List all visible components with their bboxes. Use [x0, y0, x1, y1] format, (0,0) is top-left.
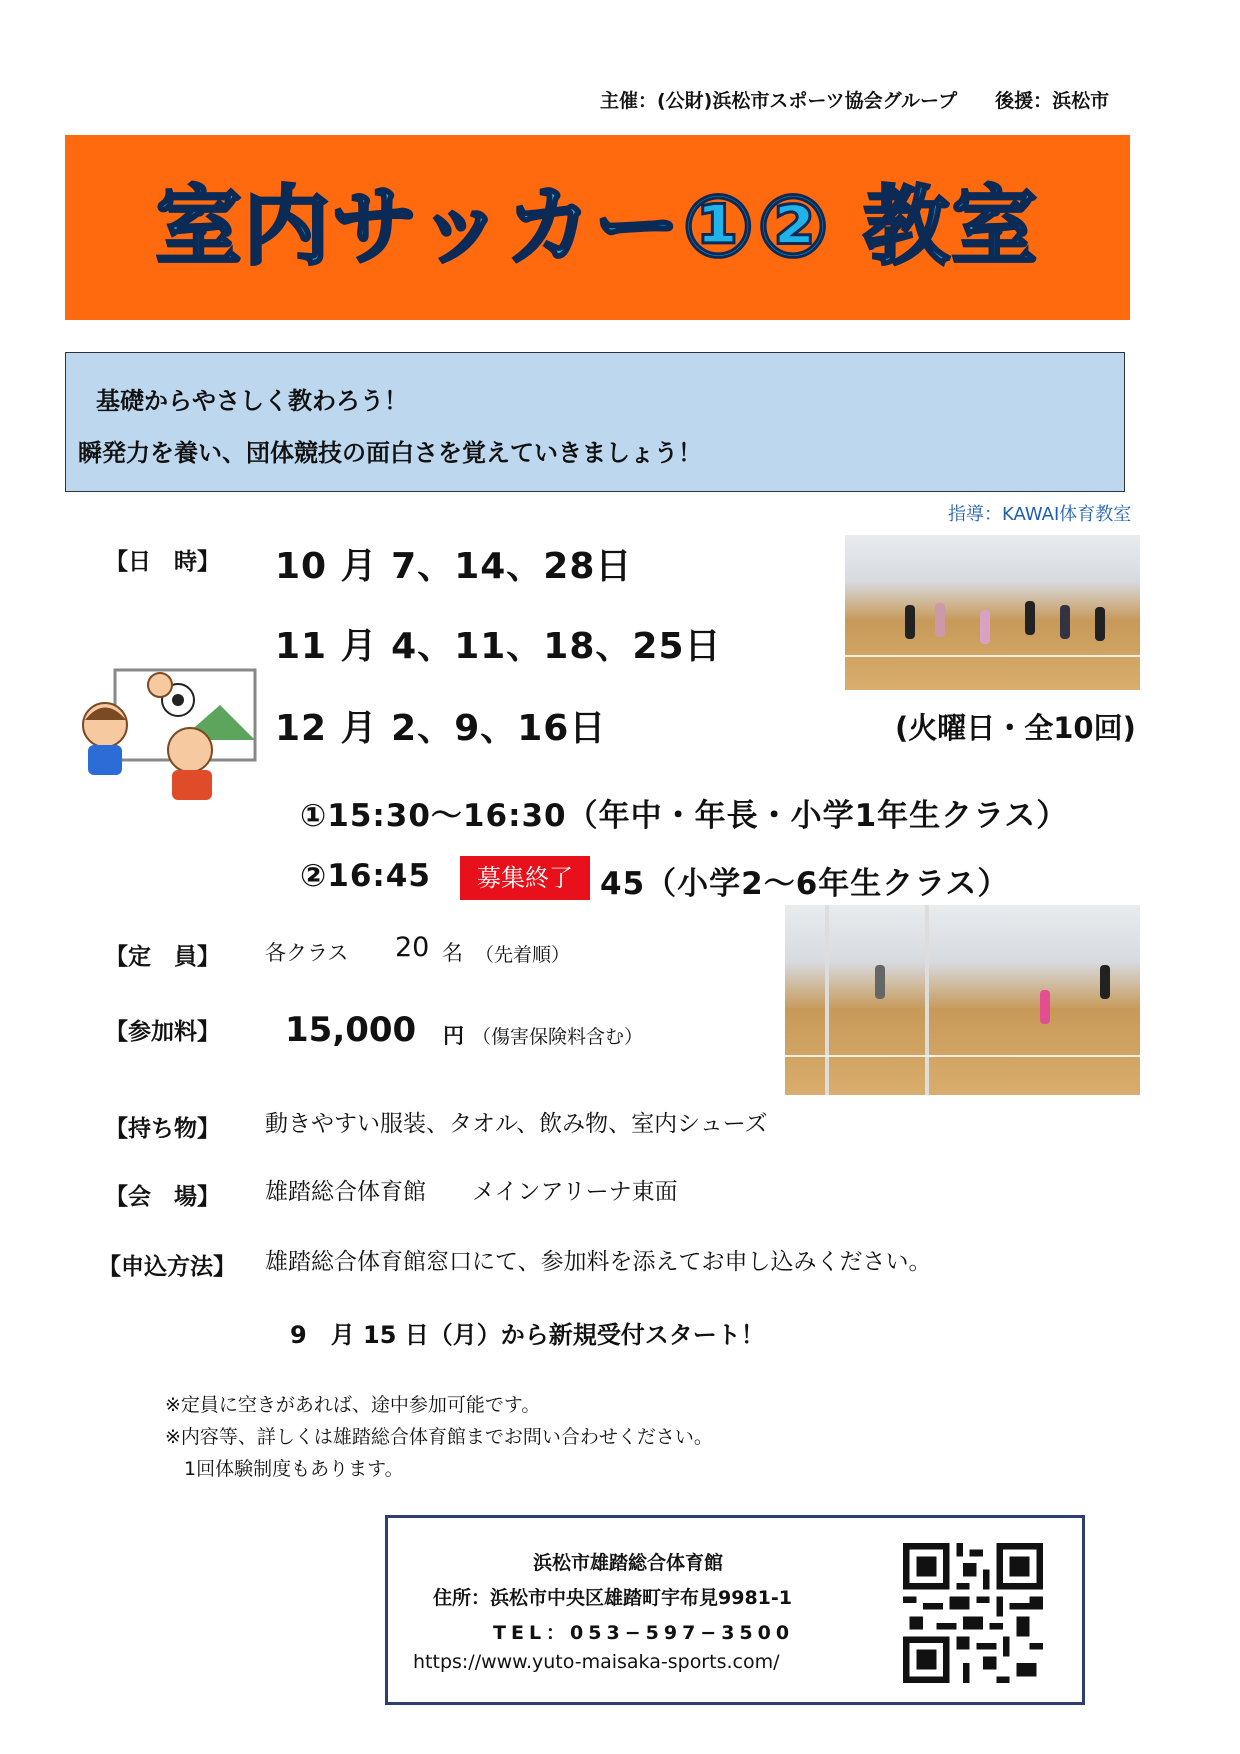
- items-label: 【持ち物】: [105, 1116, 220, 1142]
- schedule-date-december: 12 月 2、9、16日: [275, 708, 607, 749]
- venue-text: 雄踏総合体育館 メインアリーナ東面: [265, 1179, 678, 1205]
- title-banner: [65, 135, 1130, 320]
- weekday-note: (火曜日・全10回): [895, 711, 1136, 745]
- class-slot-2-prefix: ②16:45: [300, 858, 431, 894]
- items-text: 動きやすい服装、タオル、飲み物、室内シューズ: [265, 1111, 768, 1137]
- venue-label: 【会 場】: [105, 1184, 220, 1210]
- closed-badge: 募集終了: [460, 856, 590, 900]
- schedule-date-october: 10 月 7、14、28日: [275, 546, 633, 587]
- soccer-kids-illustration: [60, 665, 270, 815]
- schedule-label: 【日 時】: [105, 549, 220, 575]
- contact-url[interactable]: https://www.yuto-maisaka-sports.com/: [413, 1651, 780, 1673]
- futsal-photo-1: [845, 535, 1140, 690]
- contact-box: [385, 1515, 1085, 1705]
- intro-box: [65, 352, 1125, 492]
- futsal-photo-2: [785, 905, 1140, 1095]
- apply-text: 雄踏総合体育館窓口にて、参加料を添えてお申し込みください。: [265, 1249, 932, 1275]
- fee-label: 【参加料】: [105, 1019, 220, 1045]
- sponsor-line: 主催：(公財)浜松市スポーツ協会グループ 後援：浜松市: [600, 90, 1110, 112]
- qr-code-icon: [903, 1543, 1043, 1683]
- class-slot-1: ①15:30〜16:30（年中・年長・小学1年生クラス）: [300, 798, 1069, 834]
- class-slot-2-suffix: 45（小学2〜6年生クラス）: [600, 866, 1010, 902]
- contact-tel: TEL：053−597−3500: [493, 1622, 795, 1644]
- intro-line-2: 瞬発力を養い、団体競技の面白さを覚えていきましょう！: [78, 439, 702, 467]
- contact-address: 住所：浜松市中央区雄踏町宇布見9981-1: [433, 1587, 792, 1609]
- capacity-prefix: 各クラス: [265, 941, 349, 965]
- note-1: ※定員に空きがあれば、途中参加可能です。: [165, 1394, 541, 1416]
- fee-unit: 円: [443, 1024, 464, 1048]
- fee-amount: 15,000: [285, 1010, 417, 1050]
- apply-label: 【申込方法】: [98, 1254, 236, 1280]
- note-2: ※内容等、詳しくは雄踏総合体育館までお問い合わせください。: [165, 1426, 713, 1448]
- capacity-label: 【定 員】: [105, 944, 220, 970]
- capacity-number: 20: [395, 932, 430, 963]
- instructor-credit: 指導：KAWAI体育教室: [948, 504, 1132, 525]
- capacity-unit: 名: [442, 941, 463, 965]
- capacity-note: （先着順）: [475, 944, 571, 966]
- registration-start: 9 月 15 日（月）から新規受付スタート！: [290, 1321, 765, 1349]
- fee-note: （傷害保険料含む）: [472, 1026, 644, 1048]
- page-title: 室内サッカー①② 教室: [155, 177, 1040, 277]
- schedule-date-november: 11 月 4、11、18、25日: [275, 626, 722, 667]
- intro-line-1: 基礎からやさしく教わろう！: [96, 387, 408, 415]
- contact-name: 浜松市雄踏総合体育館: [533, 1552, 724, 1574]
- note-3: 1回体験制度もあります。: [165, 1458, 404, 1480]
